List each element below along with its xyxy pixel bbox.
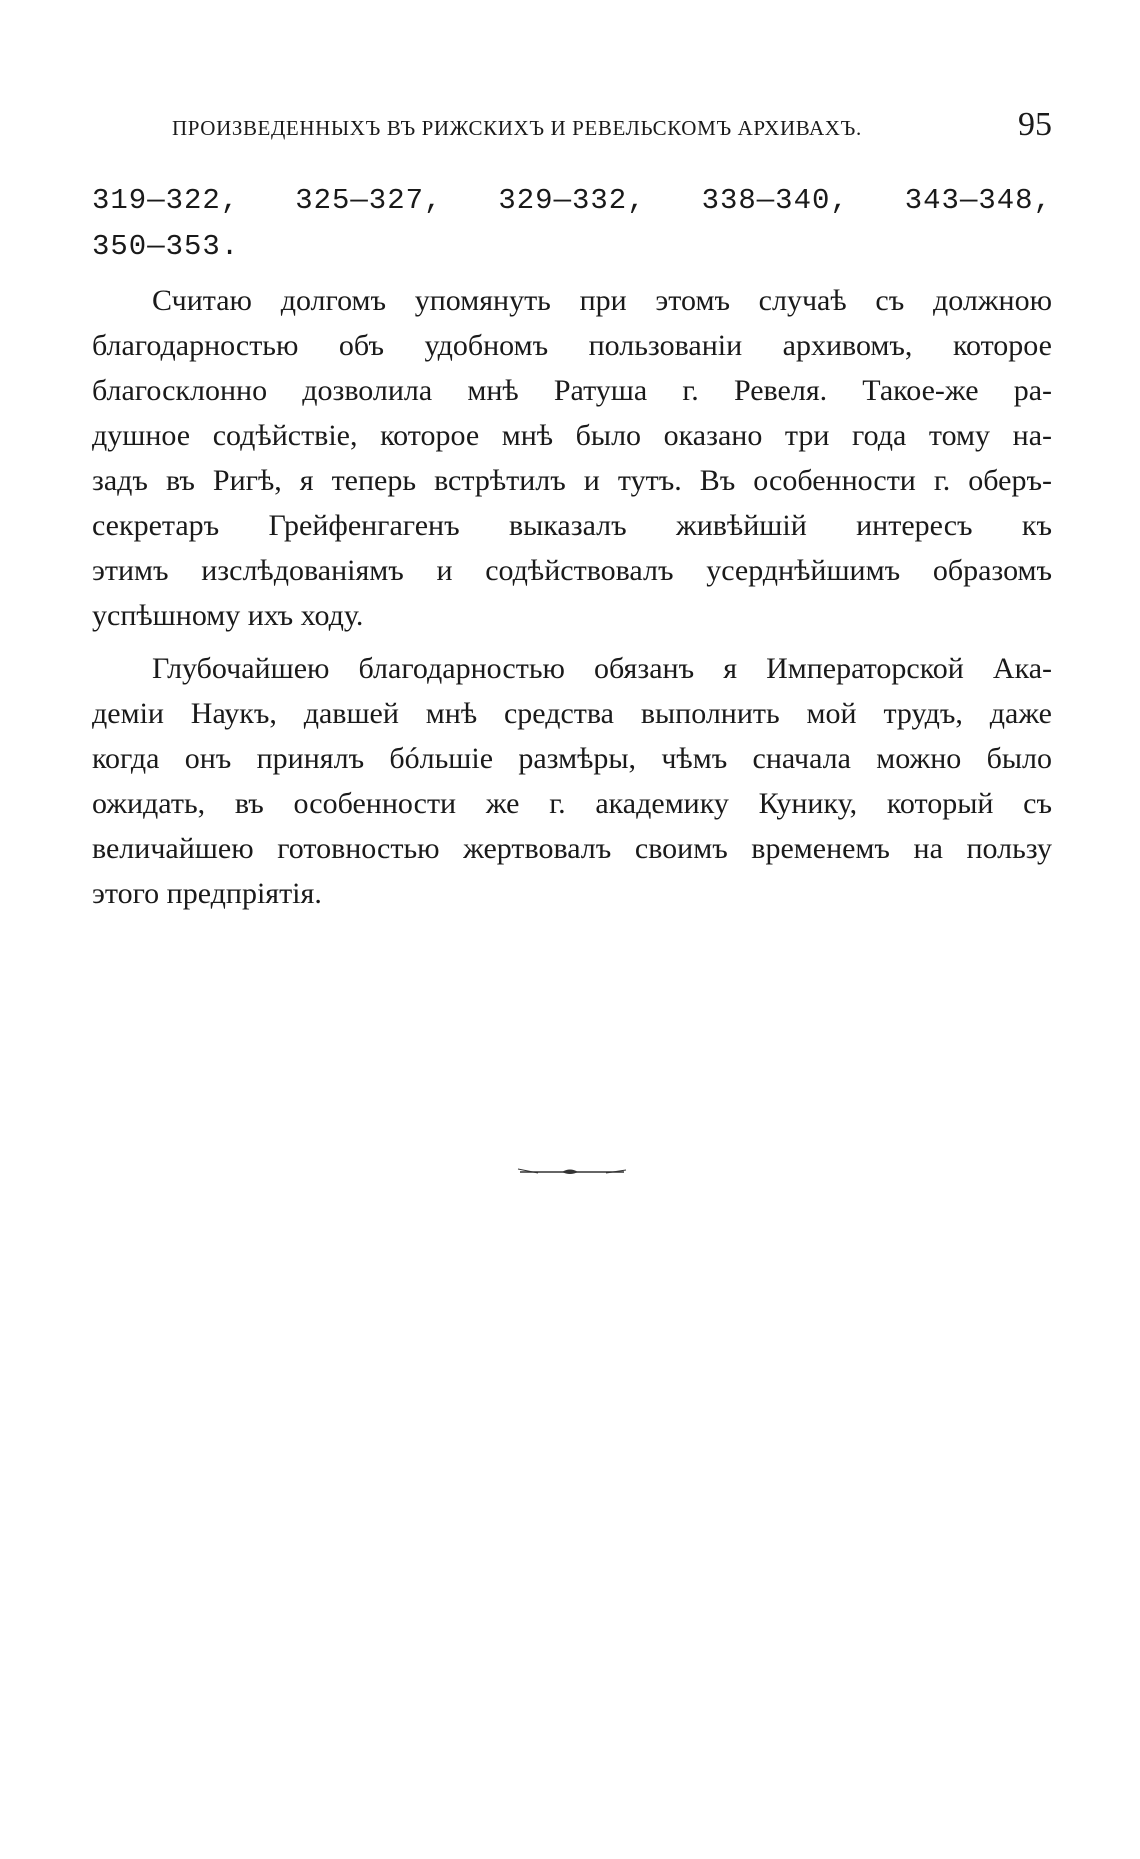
- page-range: 350—353.: [92, 230, 240, 263]
- page-range: 338—340,: [701, 184, 849, 217]
- end-ornament: [512, 1164, 632, 1178]
- text-line: благодарностью объ удобномъ пользованіи архивомъ, которое: [92, 329, 1052, 362]
- body-text: [92, 178, 1052, 916]
- page-number: 95: [1018, 106, 1052, 143]
- text-line: величайшею готовностью жертвовалъ своимъ временемъ на пользу: [92, 832, 1052, 865]
- page-range: 319—322,: [92, 184, 240, 217]
- text-line: благосклонно дозволила мнѣ Ратуша г. Ревеля. Такое-же ра-: [92, 374, 1052, 407]
- page-range-list-continued: [92, 224, 1052, 270]
- paragraph-acknowledgement-academy: [92, 646, 1052, 916]
- text-line: задъ въ Ригѣ, я теперь встрѣтилъ и тутъ. Въ особенности г. оберъ-: [92, 464, 1052, 497]
- book-page: [92, 0, 1052, 1859]
- text-line: ожидать, въ особенности же г. академику Кунику, который съ: [92, 787, 1052, 820]
- paragraph-acknowledgement-revel: [92, 278, 1052, 638]
- page-range: 343—348,: [904, 184, 1052, 217]
- text-line: душное содѣйствіе, которое мнѣ было оказано три года тому на-: [92, 419, 1052, 452]
- text-line: деміи Наукъ, давшей мнѣ средства выполнить мой трудъ, даже: [92, 697, 1052, 730]
- text-line: этого предпріятія.: [92, 877, 322, 910]
- page-range: 329—332,: [498, 184, 646, 217]
- text-line: секретаръ Грейфенгагенъ выказалъ живѣйшій интересъ къ: [92, 509, 1052, 542]
- running-title: ПРОИЗВЕДЕННЫХЪ ВЪ РИЖСКИХЪ И РЕВЕЛЬСКОМЪ АРХИВАХЪ.: [172, 116, 862, 140]
- text-line: успѣшному ихъ ходу.: [92, 599, 364, 632]
- text-line: Считаю долгомъ упомянуть при этомъ случаѣ съ должною: [152, 284, 1052, 317]
- page-range-list: [92, 178, 1052, 224]
- text-line: Глубочайшею благодарностью обязанъ я Императорской Ака-: [152, 652, 1052, 685]
- page-range: 325—327,: [295, 184, 443, 217]
- text-line: когда онъ принялъ бóльшіе размѣры, чѣмъ сначала можно было: [92, 742, 1052, 775]
- text-line: этимъ изслѣдованіямъ и содѣйствовалъ усерднѣйшимъ образомъ: [92, 554, 1052, 587]
- running-head: [172, 104, 1052, 144]
